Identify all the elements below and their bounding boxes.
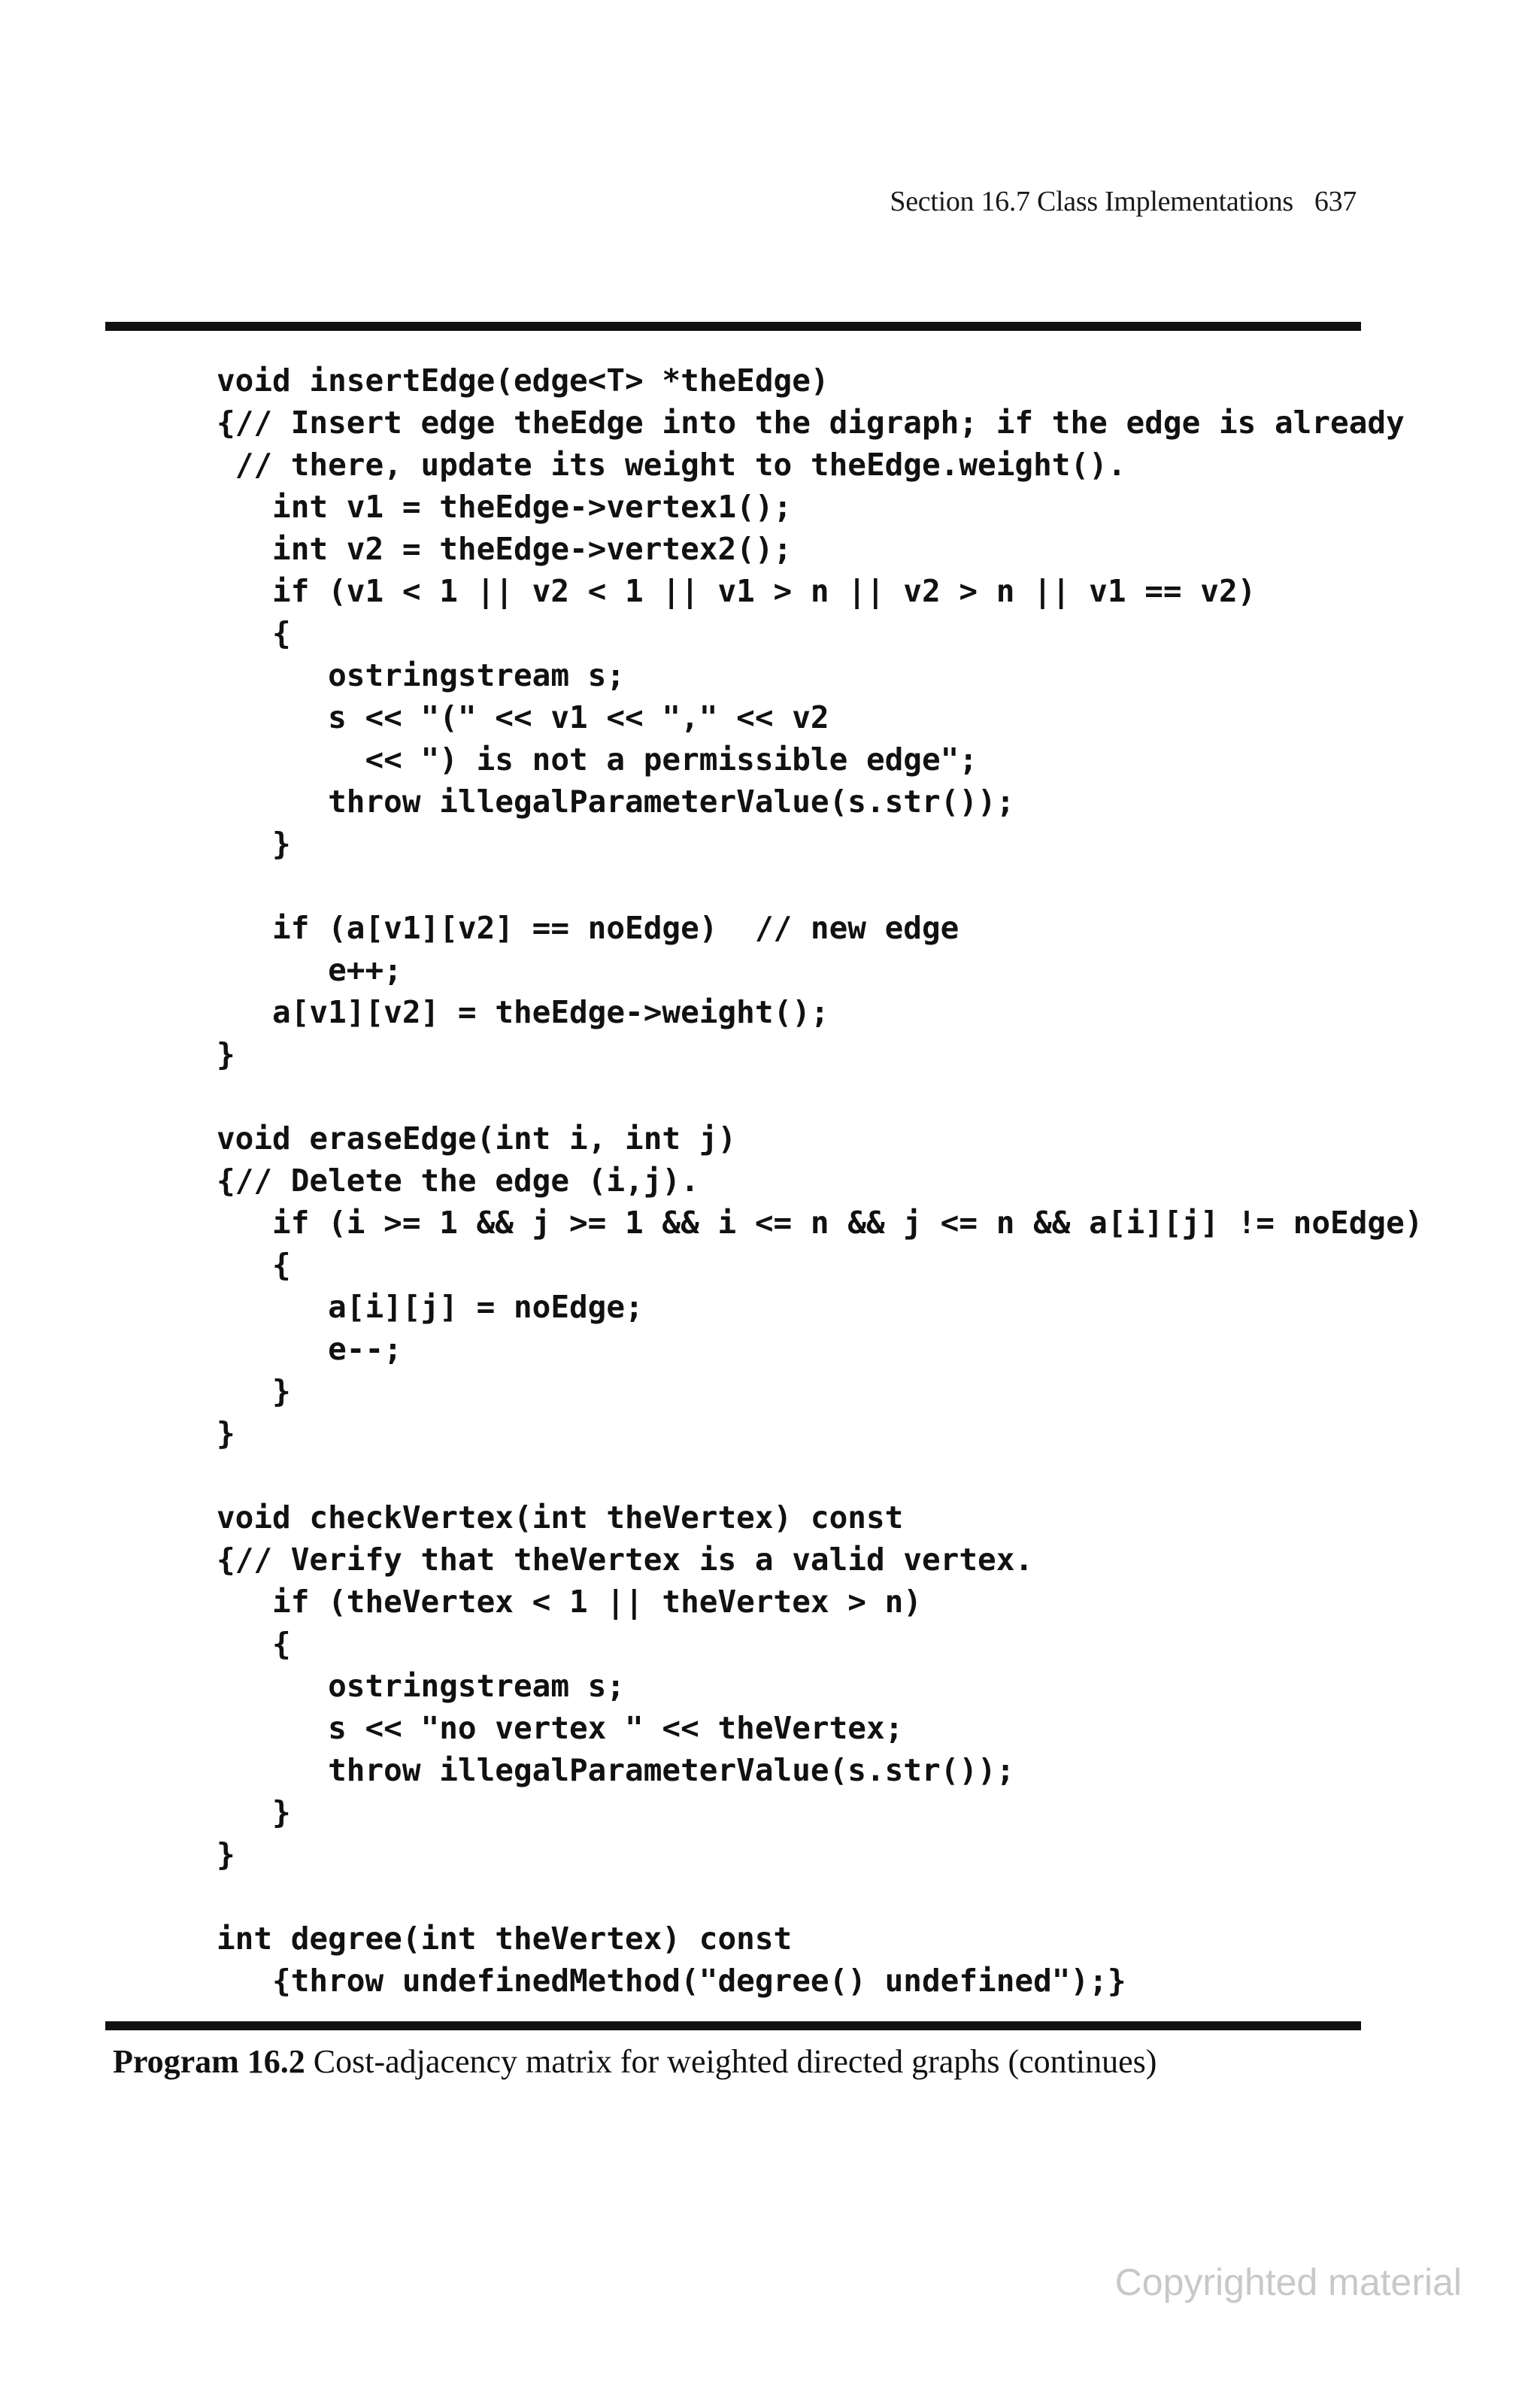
code-line: // there, update its weight to theEdge.weight(). xyxy=(217,447,1126,483)
code-line: s << "no vertex " << theVertex; xyxy=(217,1710,904,1746)
code-line: if (i >= 1 && j >= 1 && i <= n && j <= n && a[i][j] != noEdge) xyxy=(217,1205,1423,1241)
program-caption xyxy=(113,2042,1157,2081)
code-line xyxy=(217,1075,1423,1117)
code-line: e--; xyxy=(217,1331,402,1367)
code-line: ostringstream s; xyxy=(217,1668,626,1704)
copyright-watermark: Copyrighted material xyxy=(1114,2261,1462,2303)
code-line: } xyxy=(217,1794,291,1830)
code-line: { xyxy=(217,1626,291,1662)
code-line: throw illegalParameterValue(s.str()); xyxy=(217,784,1015,820)
code-line: {// Verify that theVertex is a valid vertex. xyxy=(217,1542,1034,1578)
code-line: { xyxy=(217,615,291,651)
code-line: int v2 = theEdge->vertex2(); xyxy=(217,531,793,567)
code-line: e++; xyxy=(217,952,402,988)
running-title: Section 16.7 Class Implementations xyxy=(890,186,1293,217)
code-line: {throw undefinedMethod("degree() undefined");} xyxy=(217,1963,1126,1999)
code-line: << ") is not a permissible edge"; xyxy=(217,741,978,778)
code-line: s << "(" << v1 << "," << v2 xyxy=(217,699,829,735)
top-rule xyxy=(105,322,1361,331)
code-line: } xyxy=(217,1373,291,1409)
code-line: {// Insert edge theEdge into the digraph; if the edge is already xyxy=(217,405,1405,441)
caption-label: Program 16.2 xyxy=(113,2043,305,2080)
code-line: if (v1 < 1 || v2 < 1 || v1 > n || v2 > n || v1 == v2) xyxy=(217,573,1257,609)
running-header xyxy=(890,185,1357,218)
code-line: ostringstream s; xyxy=(217,657,626,693)
code-line: } xyxy=(217,1415,235,1451)
code-line: void checkVertex(int theVertex) const xyxy=(217,1499,904,1536)
page-number: 637 xyxy=(1314,186,1357,217)
code-line: a[i][j] = noEdge; xyxy=(217,1289,644,1325)
code-line: void insertEdge(edge<T> *theEdge) xyxy=(217,362,829,399)
code-line xyxy=(217,1875,1423,1918)
code-line: } xyxy=(217,1836,235,1872)
code-listing xyxy=(217,359,1423,2002)
code-line: {// Delete the edge (i,j). xyxy=(217,1163,699,1199)
code-line: if (theVertex < 1 || theVertex > n) xyxy=(217,1584,922,1620)
code-line: void eraseEdge(int i, int j) xyxy=(217,1120,737,1157)
code-line: int v1 = theEdge->vertex1(); xyxy=(217,489,793,525)
code-line: { xyxy=(217,1247,291,1283)
code-line: int degree(int theVertex) const xyxy=(217,1921,793,1957)
code-line xyxy=(217,1454,1423,1496)
bottom-rule xyxy=(105,2021,1361,2030)
caption-text: Cost-adjacency matrix for weighted directed graphs (continues) xyxy=(313,2043,1157,2080)
code-line xyxy=(217,865,1423,907)
code-line: if (a[v1][v2] == noEdge) // new edge xyxy=(217,910,959,946)
code-line: throw illegalParameterValue(s.str()); xyxy=(217,1752,1015,1788)
code-line: } xyxy=(217,826,291,862)
code-line: a[v1][v2] = theEdge->weight(); xyxy=(217,994,829,1030)
code-line: } xyxy=(217,1036,235,1072)
